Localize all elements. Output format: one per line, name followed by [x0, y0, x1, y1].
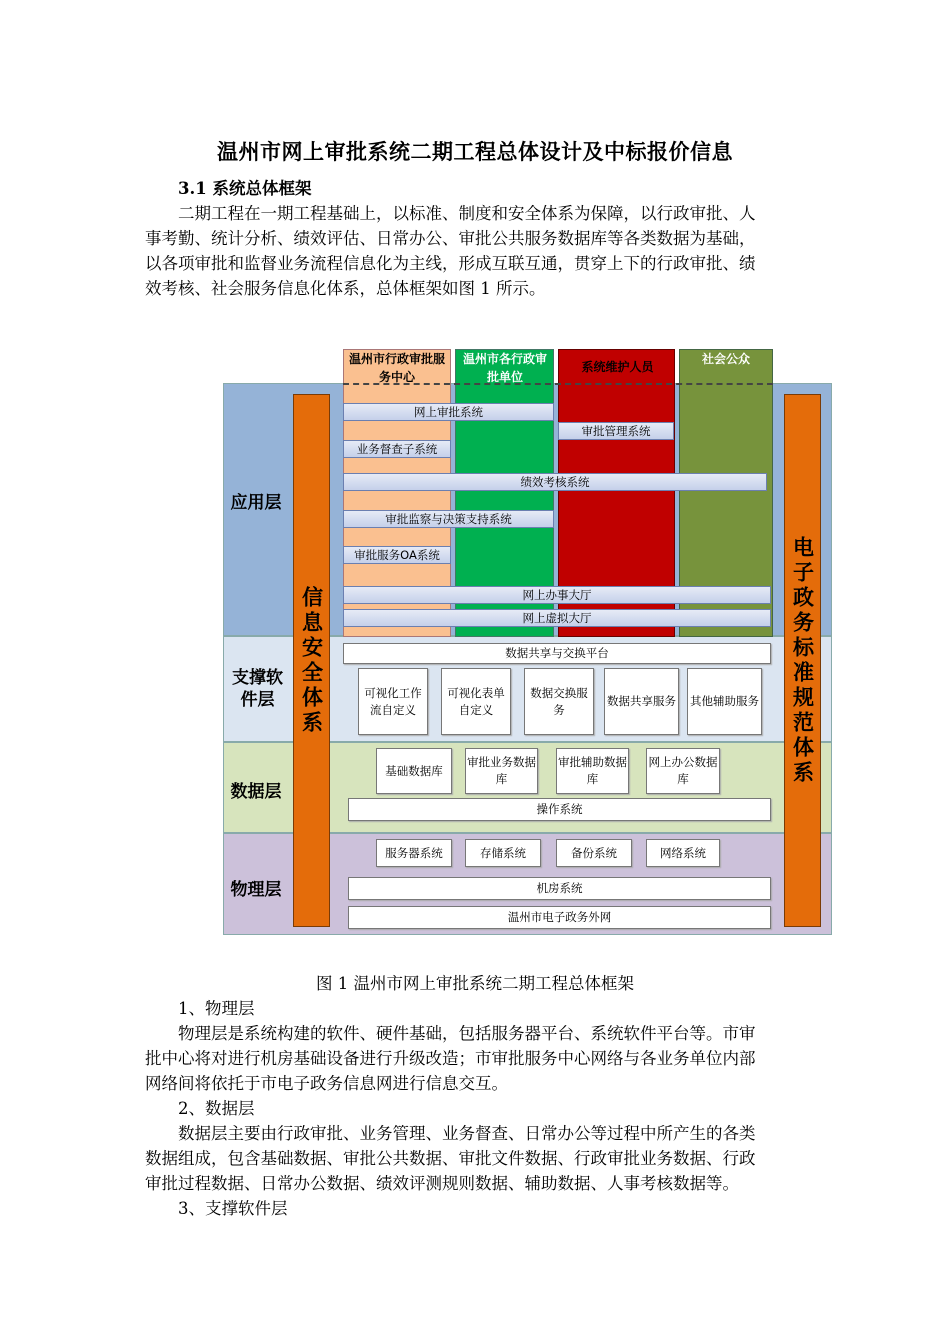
section-2-body	[145, 1121, 805, 1196]
column-header: 温州市行政审批服务中心	[348, 352, 445, 384]
support-box: 数据交换服务	[524, 668, 594, 735]
intro-line: 效考核、社会服务信息化体系，总体框架如图 1 所示。	[145, 279, 546, 298]
data-sharing-exchange-platform: 数据共享与交换平台	[343, 643, 771, 664]
column-header: 社会公众	[701, 352, 750, 366]
section-heading: 3.1 系统总体框架	[178, 179, 312, 198]
support-box: 数据共享服务	[604, 668, 679, 735]
section-1-body	[145, 1021, 805, 1096]
online-service-hall: 网上办事大厅	[343, 586, 771, 604]
body-line: 物理层是系统构建的软件、硬件基础，包括服务器平台、系统软件平台等。市审	[178, 1024, 756, 1043]
section-3-heading: 3、支撑软件层	[178, 1199, 288, 1218]
support-box: 可视化工作流自定义	[358, 668, 428, 735]
body-line: 数据层主要由行政审批、业务管理、业务督查、日常办公等过程中所产生的各类	[178, 1124, 756, 1143]
document-title: 温州市网上审批系统二期工程总体设计及中标报价信息	[217, 139, 733, 164]
database-box: 审批业务数据库	[465, 748, 538, 794]
operating-system: 操作系统	[348, 798, 771, 821]
approval-management-system: 审批管理系统	[558, 422, 674, 440]
e-government-network: 温州市电子政务外网	[348, 906, 771, 929]
intro-paragraph	[145, 201, 805, 301]
standards-system-label: 电子政务标准规范体系	[790, 535, 815, 786]
column-header: 温州市各行政审批单位	[462, 352, 547, 384]
database-box: 基础数据库	[376, 748, 452, 794]
section-2-heading: 2、数据层	[178, 1099, 255, 1118]
intro-line: 事考勤、统计分析、绩效评估、日常办公、审批公共服务数据库等各类数据为基础，	[145, 229, 756, 248]
physical-box: 存储系统	[465, 839, 541, 867]
physical-box: 网络系统	[646, 839, 720, 867]
layer-label-data: 数据层	[230, 782, 282, 802]
security-system-label: 信息安全体系	[299, 585, 324, 736]
layer-label-support: 支撑软件层	[232, 668, 283, 710]
body-line: 数据组成，包含基础数据、审批公共数据、审批文件数据、行政审批业务数据、行政	[145, 1149, 756, 1168]
intro-line: 以各项审批和监督业务流程信息化为主线，形成互联互通，贯穿上下的行政审批、绩	[145, 254, 756, 273]
database-box: 审批辅助数据库	[556, 748, 629, 794]
figure-caption: 图 1 温州市网上审批系统二期工程总体框架	[316, 974, 634, 993]
standards-system	[784, 394, 821, 927]
oa-system: 审批服务OA系统	[343, 546, 451, 564]
layer-label-physical: 物理层	[230, 880, 282, 900]
support-box: 可视化表单自定义	[441, 668, 511, 735]
online-virtual-hall: 网上虚拟大厅	[343, 609, 771, 627]
physical-box: 服务器系统	[376, 839, 452, 867]
business-supervision-subsystem: 业务督查子系统	[343, 440, 451, 458]
column-header: 系统维护人员	[581, 360, 654, 374]
body-line: 审批过程数据、日常办公数据、绩效评测规则数据、辅助数据、人事考核数据等。	[145, 1174, 739, 1193]
layer-label-app: 应用层	[230, 493, 282, 513]
database-box: 网上办公数据库	[646, 748, 720, 794]
intro-line: 二期工程在一期工程基础上，以标准、制度和安全体系为保障，以行政审批、人	[178, 204, 756, 223]
performance-assessment-system: 绩效考核系统	[343, 473, 767, 491]
body-line: 网络间将依托于市电子政务信息网进行信息交互。	[145, 1074, 508, 1093]
monitoring-decision-system: 审批监察与决策支持系统	[343, 510, 554, 528]
body-line: 批中心将对进行机房基础设备进行升级改造；市审批服务中心网络与各业务单位内部	[145, 1049, 756, 1068]
online-approval-system: 网上审批系统	[343, 403, 554, 421]
section-1-heading: 1、物理层	[178, 999, 255, 1018]
security-system	[293, 394, 330, 927]
machine-room-system: 机房系统	[348, 877, 771, 900]
support-box: 其他辅助服务	[687, 668, 762, 735]
physical-box: 备份系统	[556, 839, 632, 867]
